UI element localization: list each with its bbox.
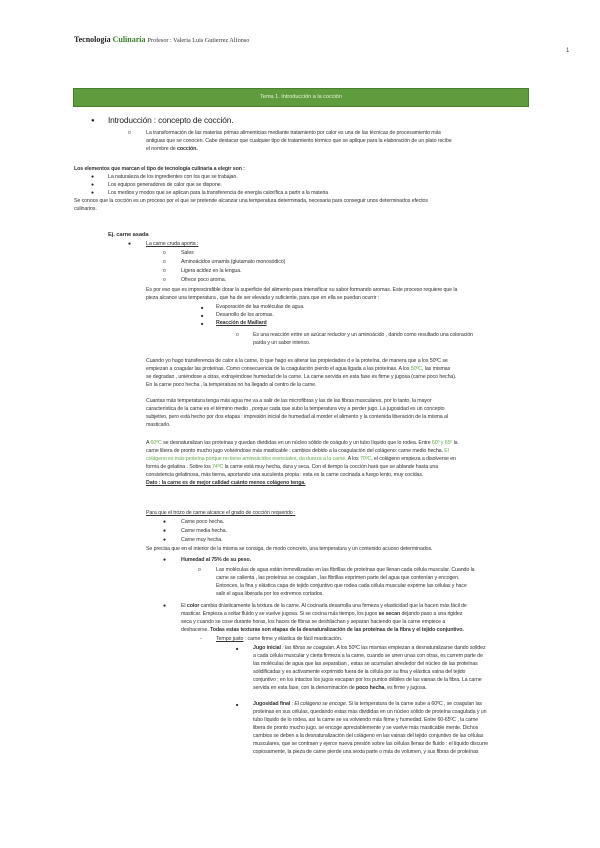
header-professor: Profesor : Valeria Luis Gutierrez Alfonso [147, 37, 250, 44]
intro-paragraph-line: el nombre de cocción. [146, 146, 198, 152]
list-item: La naturaleza de los ingredientes con los que se trabajan. [108, 174, 238, 180]
paragraph-line: Cuando yo hago transferencia de calor a la carne, lo que hago es alterar las propiedades d e la proteína, de manera que a los 50ºC se [146, 358, 448, 364]
tempo-line: Tempo justo : carne firme y elástica de fácil masticación. [216, 636, 343, 642]
paragraph-line: salir el agua liberada por los extremos cortados. [216, 591, 324, 597]
list-item: Desarrollo de los aromas. [216, 312, 274, 318]
dash-bullet-icon: - [200, 636, 202, 642]
paragraph-line: masticar. Empieza a soltar fluido y se vuelve jugosa. Si se cocina más tiempo, los jugos se secan dejando paso a una rigidez [181, 611, 463, 617]
hollow-bullet-icon: o [163, 250, 166, 256]
page-header [74, 35, 249, 44]
list-item: Evaporación de las moléculas de agua. [216, 304, 305, 310]
hollow-bullet-icon: o [163, 259, 166, 265]
page-number: 1 [566, 48, 570, 54]
paragraph-line: a cada célula muscular y cierta firmeza a la carne, cuando se unen unas con otras, es currem parte de [253, 653, 483, 659]
dato-note: Dato : la carne es de mejor calidad cuánto menos colágeno tenga. [146, 480, 306, 486]
paragraph-line: Cuantas más temperatura tenga más agua me va a salir de las microfibras y las de las fibras musculares, por lo tanto, la mayor [146, 398, 432, 404]
paragraph-line: A 60ºC se desnaturalizan las proteínas y quedan divididas en un núcleo sólido de coágulo y un tubo líquido que lo rodea. Entre 60º y 65º la [146, 440, 458, 446]
square-bullet-icon: ■ [236, 646, 239, 651]
paragraph-line: carne libera de pronto mucho jugo volviéndose más masticable : cambios debido a la coagulación del colágeno: carne medio hecha. El [146, 448, 449, 454]
list-item: Los medios y modos que se aplican para la transferencia de energía calorífica a partir a la materia [108, 190, 329, 196]
paragraph-line: deshacerse. Todas estas texturas son etapas de la desnaturalización de las proteínas de la fibra y el tejido conjuntivo. [181, 627, 464, 633]
list-item: Carne muy hecha. [181, 537, 223, 543]
paragraph-line: Jugosidad final : El colágeno se encoge. Si la temperatura de la carne sube a 60ºC , se coagulan las [253, 701, 482, 707]
intro-paragraph-line: La transformación de las materias primas alimenticias mediante tratamiento por calor es una de las técnicas de procesamiento más [146, 130, 441, 136]
paragraph-line: conjuntivo ; en los intactos los jugos escapan por los puntos débiles de las vainas de la fibra. La carne [253, 677, 482, 683]
list-item: Carne poco hecha. [181, 519, 224, 525]
bullet-icon: ● [163, 557, 167, 563]
paragraph-line: empiezan a coagular las proteínas. Como consecuencia de la coagulación pierdo el agua ligada a las proteínas. A los 50ºC, las mismas [146, 366, 451, 372]
list-item: Sales [181, 250, 194, 256]
bullet-icon: ● [91, 118, 95, 124]
paragraph-line: forma de gelatina . Sobre los 74ºC la carne está muy hecha, dura y seca. Con el tiempo la cocción hará que se ablande hasta una [146, 464, 439, 470]
list-item: Ligera acidez en la lengua. [181, 268, 242, 274]
list-item: Aminoácidos umamis (glutamato monosódico) [181, 259, 286, 265]
header-title-part1: Tecnología [74, 35, 111, 44]
intro-paragraph-line: antiguas que se conocen. Cabe destacar que cualquier tipo de tratamiento térmico que se aplique para la elaboración de un plato recibe [146, 138, 452, 144]
hollow-bullet-icon: o [163, 268, 166, 274]
hollow-bullet-icon: o [163, 277, 166, 283]
paragraph-line: El color cambia drásticamente la textura de la carne. Al cocinarla desarrolla una firmeza y elasticidad que la hacen más fácil de [181, 603, 467, 609]
paragraph-line: copiosamente, la pieza de carne pierde una sexta parte o más de volumen, y sus fibras de proteínas [253, 749, 479, 755]
humedad-label: Humedad al 75% de su peso. [181, 557, 251, 563]
maillard-desc-line: parda y un sabor intenso. [253, 340, 311, 346]
hollow-bullet-icon: o [128, 130, 131, 136]
intro-heading: Introducción : concepto de cocción. [108, 115, 234, 125]
list-item: Los equipos generadores de calor que se dispone. [108, 182, 222, 188]
bullet-icon: ● [128, 241, 132, 247]
square-bullet-icon: ■ [236, 702, 239, 707]
paragraph-line: Entonces, la fina y elástica capa de tejido conjuntivo que rodea cada célula muscular exprime las células y hace [216, 583, 467, 589]
cruda-label: La carne cruda aporta : [146, 241, 199, 247]
paragraph-line: Se precisa que en el interior de la misma se consiga, de modo concreto, una temperatura y un contenido acuoso determinados. [146, 546, 433, 552]
elements-heading: Los elementos que marcan el tipo de tecnología culinaria a elegir son : [74, 166, 245, 172]
maillard-desc-line: Es una reacción entre un azúcar reductor y un aminoácido , dando como resultado una coloración [253, 332, 474, 338]
paragraph-line: libera de pronto mucho jugo, se encoge apreciablemente y se vuelve más masticable mente. Dichos [253, 725, 479, 731]
paragraph-line: tubo líquido de lo rodea, así la carne se va volviendo más firme y humedad. Entre 60-65ºC , la carne [253, 717, 479, 723]
paragraph-line: Es por eso que es imprescindible dorar la superficie del alimento para intensificar su sabor formando aromas. Este proceso requiere que la [146, 287, 458, 293]
paragraph-line: Jugo inicial : las fibras se coagulan. A los 50ºC las mismas empiezan a desnaturalizarse dando solidez [253, 645, 486, 651]
grado-label: Para que el trozo de carne alcance el grado de cocción requerido : [146, 510, 296, 516]
topic-banner: Tema 1. Introducción a la cocción [73, 88, 529, 107]
paragraph-line: musculares, que se contraen y ejerce nueva presión sobre las células llenas de fluido : el líquido discurre [253, 741, 489, 747]
paragraph-line: subjetivo, pero está hecho por dos etapas : impresión inicial de humedad al morder el alimento y la contenida liberación de la misma al [146, 414, 448, 420]
bullet-icon: ● [163, 603, 167, 609]
paragraph-line: se degradan , uniéndose a otras, extrayéndose humedad de la carne. La carne servida en esta fase es firme y jugosa (carne poco hecha). [146, 374, 457, 380]
paragraph-line: proteínas en sus células, quedando estas más divididas en un núcleo sólido de proteína coagulada y un [253, 709, 487, 715]
bullet-icon: ● [163, 519, 167, 525]
example-heading: Ej. carne asada [108, 232, 149, 238]
paragraph-line: servida en esta fase, con la denominación de poco hecha, es firme y jugosa. [253, 685, 427, 691]
bullet-icon: ● [91, 174, 95, 180]
paragraph-line: consistencia gelatinosa, más tierna, aportando una suculenta propia : esta es la carne cocinada a fuego lento, muy cocidas. [146, 472, 424, 478]
square-bullet-icon: ■ [201, 305, 204, 310]
paragraph-line: característica de la carne es el término medio , porque cada que subo la temperatura voy a perder jugo. La jugosidad es un concepto [146, 406, 445, 412]
paragraph-line: seca y cuando se cose durante horas, los haces de fibras se deshilachan y separan haciendo que la carne empiece a [181, 619, 446, 625]
bullet-icon: ● [91, 190, 95, 196]
bullet-icon: ● [163, 537, 167, 543]
paragraph-line: las moléculas de agua que las separaban , estas se acumulan alrededor del núcleo de las proteínas [253, 661, 478, 667]
hollow-bullet-icon: o [198, 567, 201, 573]
paragraph-line: Las moléculas de agua están inmovilizadas en las fibrillas de proteínas que llenan cada célula muscular. Cuando la [216, 567, 475, 573]
paragraph-line: colágeno es más proteína porque no tiene aminoácidos esenciales, da dureza a la carne. A los 70ºC, el colágeno empieza a disolverse en [146, 456, 456, 462]
paragraph-line: solidificadas y es activamente exprimido fuera de la célula por su fina y elástica vaina del tejido [253, 669, 466, 675]
paragraph-line: En la carne poco hecha , la temperatura no ha llegado al centro de la carne. [146, 382, 317, 388]
summary-line: Se conoce que la cocción es un proceso por el que se pretende alcanzar una temperatura determinada, necesaria para conseguir unos determinados efectos [74, 198, 428, 204]
paragraph-line: pieza alcance una temperatura , que ha de ser elevada y suficiente, para que en ella se puedan ocurrir : [146, 295, 380, 301]
summary-line: culinarios. [74, 206, 97, 212]
hollow-bullet-icon: o [236, 332, 239, 338]
bullet-icon: ● [91, 182, 95, 188]
paragraph-line: carne se calienta , las proteínas se coagulan , las fibrillas exprimen parte del agua que contenían y encogen. [216, 575, 460, 581]
header-title-part2: Culinaria [112, 35, 146, 44]
square-bullet-icon: ■ [201, 321, 204, 326]
bullet-icon: ● [163, 528, 167, 534]
list-item: Ofrece poco aroma. [181, 277, 226, 283]
paragraph-line: cambios se deben a la desnaturalización del colágeno en las vainas del tejido conjuntivo de las células [253, 733, 484, 739]
paragraph-line: masticarlo. [146, 422, 171, 428]
square-bullet-icon: ■ [201, 313, 204, 318]
list-item: Carne media hecha. [181, 528, 227, 534]
maillard-label: Reacción de Maillard [216, 320, 267, 326]
